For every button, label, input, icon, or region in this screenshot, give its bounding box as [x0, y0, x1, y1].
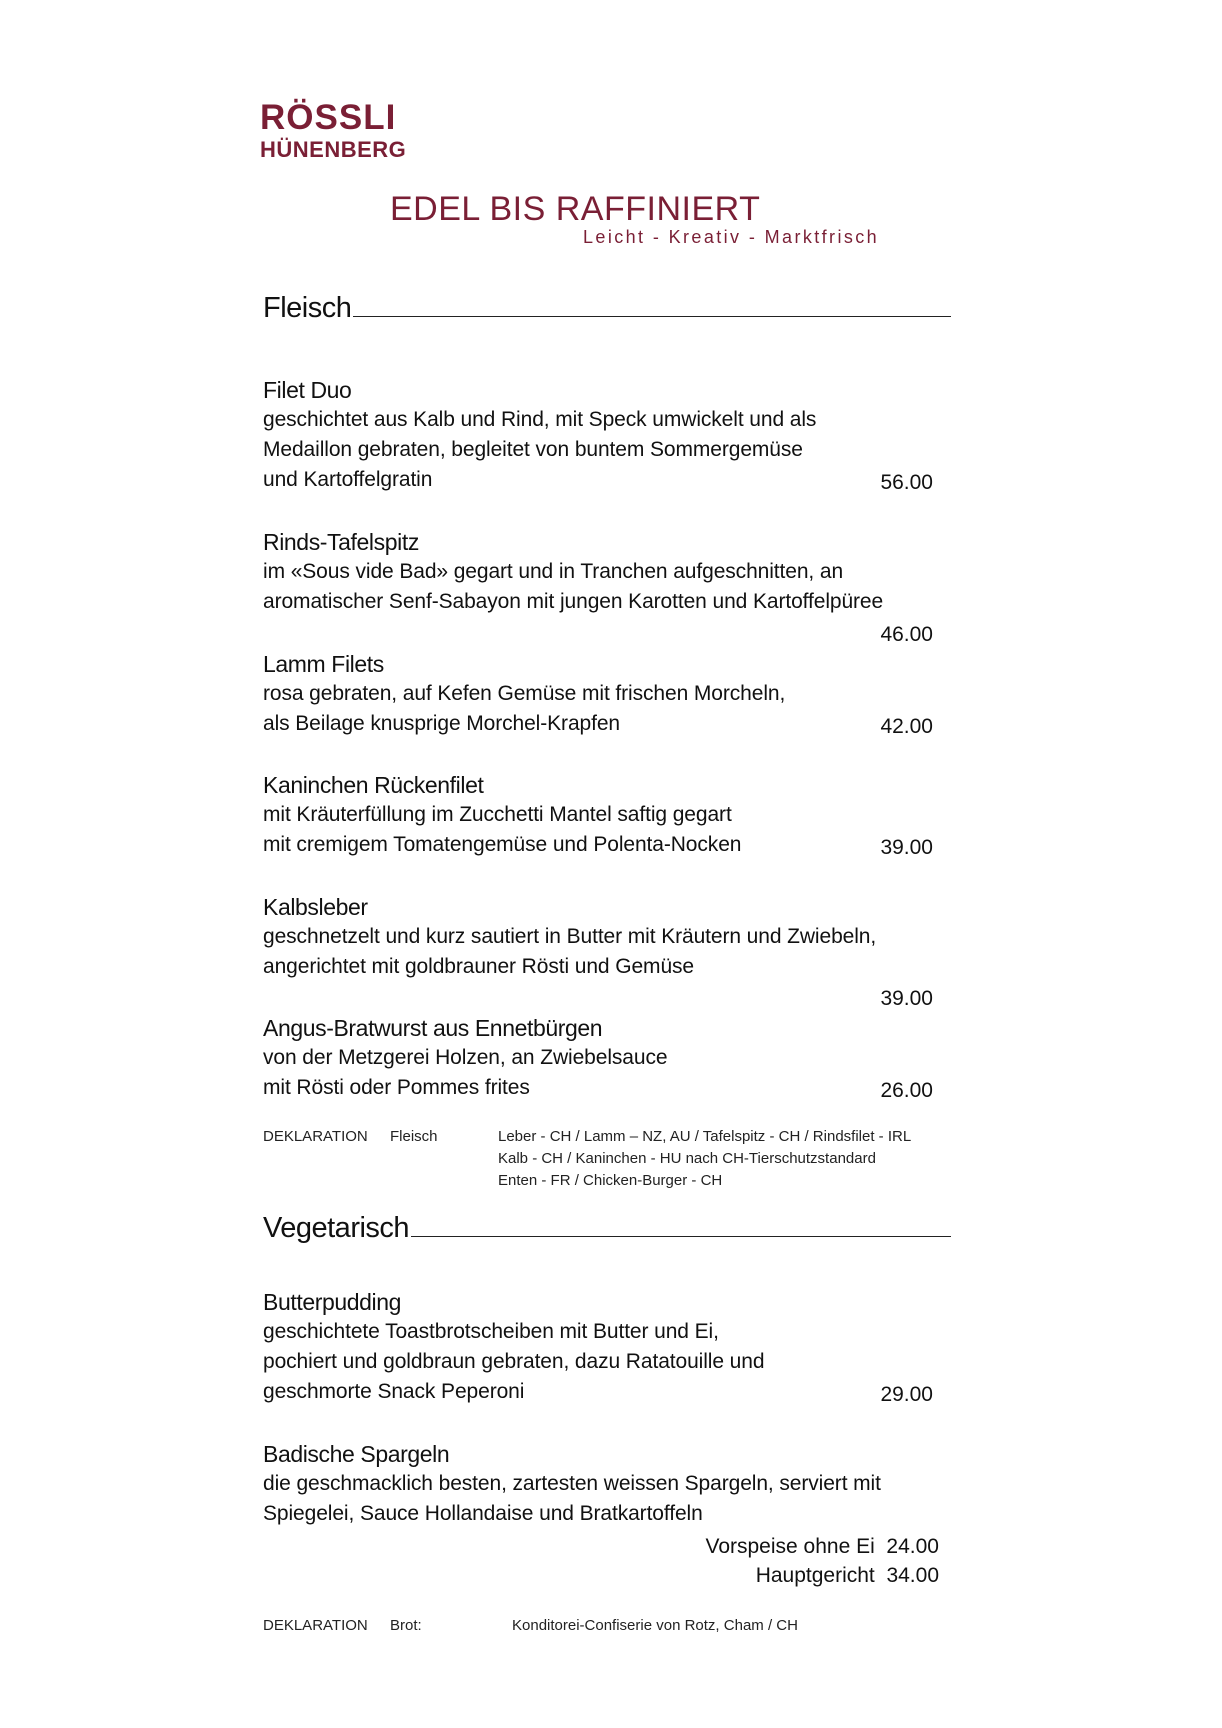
dish-description-line: rosa gebraten, auf Kefen Gemüse mit frischen Morcheln,: [263, 682, 786, 705]
dish-description-line: geschichtete Toastbrotscheiben mit Butter und Ei,: [263, 1320, 719, 1343]
declaration-line: Kalb - CH / Kaninchen - HU nach CH-Tierschutzstandard: [498, 1150, 876, 1167]
declaration-category: Fleisch: [390, 1128, 438, 1145]
menu-tagline: Leicht - Kreativ - Marktfrisch: [583, 227, 880, 247]
section-title: Fleisch: [263, 292, 352, 324]
dish-price: 26.00: [880, 1079, 933, 1102]
dish-description-line: von der Metzgerei Holzen, an Zwiebelsauce: [263, 1046, 668, 1069]
dish-price-starter: Vorspeise ohne Ei 24.00: [705, 1535, 939, 1558]
dish-description-line: mit Kräuterfüllung im Zucchetti Mantel saftig gegart: [263, 803, 732, 826]
dish-price-main: Hauptgericht 34.00: [755, 1564, 939, 1587]
dish-description: [263, 1043, 667, 1103]
dish-description-line: pochiert und goldbraun gebraten, dazu Ratatouille und: [263, 1350, 765, 1373]
dish-name: Kaninchen Rückenfilet: [263, 772, 484, 798]
section-rule: [353, 316, 951, 317]
dish-description-line: geschmorte Snack Peperoni: [263, 1380, 525, 1403]
dish-description: [263, 557, 883, 617]
brand-line-1: RÖSSLI: [260, 98, 397, 137]
dish-description-line: Spiegelei, Sauce Hollandaise und Bratkartoffeln: [263, 1502, 703, 1525]
dish-price: 29.00: [880, 1383, 933, 1406]
section-heading-fleisch: [263, 294, 951, 323]
declaration-label: DEKLARATION: [263, 1128, 368, 1145]
dish-description: [263, 1469, 881, 1529]
dish-description-line: und Kartoffelgratin: [263, 468, 433, 491]
dish-description-line: im «Sous vide Bad» gegart und in Tranchen aufgeschnitten, an: [263, 560, 844, 583]
dish-description: [263, 1317, 764, 1407]
dish-description: [263, 800, 741, 860]
declaration-category: Brot:: [390, 1617, 422, 1634]
dish-description-line: als Beilage knusprige Morchel-Krapfen: [263, 712, 620, 735]
dish-price: 56.00: [880, 471, 933, 494]
dish-description-line: geschichtet aus Kalb und Rind, mit Speck umwickelt und als: [263, 408, 817, 431]
section-rule: [411, 1236, 951, 1237]
menu-headline: EDEL BIS RAFFINIERT: [390, 190, 761, 228]
declaration-line: Konditorei-Confiserie von Rotz, Cham / CH: [512, 1617, 798, 1634]
dish-name: Lamm Filets: [263, 651, 384, 677]
dish-description: [263, 922, 876, 982]
dish-price: 39.00: [880, 836, 933, 859]
dish-price: 42.00: [880, 715, 933, 738]
dish-description: [263, 679, 785, 739]
dish-description-line: mit cremigem Tomatengemüse und Polenta-Nocken: [263, 833, 742, 856]
dish-description: [263, 405, 816, 495]
dish-name: Filet Duo: [263, 377, 352, 403]
dish-name: Butterpudding: [263, 1289, 402, 1315]
declaration-line: Enten - FR / Chicken-Burger - CH: [498, 1172, 723, 1189]
declaration-label: DEKLARATION: [263, 1617, 368, 1634]
declaration-text: [498, 1126, 911, 1192]
dish-price: 46.00: [880, 623, 933, 646]
dish-description-line: angerichtet mit goldbrauner Rösti und Gemüse: [263, 955, 695, 978]
dish-price: 39.00: [880, 987, 933, 1010]
declaration-text: [512, 1615, 798, 1637]
brand-logo: [260, 100, 406, 161]
section-heading-vegetarisch: [263, 1214, 951, 1243]
dish-description-line: die geschmacklich besten, zartesten weissen Spargeln, serviert mit: [263, 1472, 881, 1495]
dish-name: Rinds-Tafelspitz: [263, 529, 419, 555]
dish-name: Kalbsleber: [263, 894, 368, 920]
dish-description-line: geschnetzelt und kurz sautiert in Butter mit Kräutern und Zwiebeln,: [263, 925, 877, 948]
dish-name: Angus-Bratwurst aus Ennetbürgen: [263, 1015, 603, 1041]
brand-line-2: HÜNENBERG: [260, 137, 407, 162]
dish-description-line: aromatischer Senf-Sabayon mit jungen Karotten und Kartoffelpüree: [263, 590, 884, 613]
dish-name: Badische Spargeln: [263, 1441, 450, 1467]
dish-description-line: mit Rösti oder Pommes frites: [263, 1076, 530, 1099]
dish-description-line: Medaillon gebraten, begleitet von buntem Sommergemüse: [263, 438, 803, 461]
declaration-line: Leber - CH / Lamm – NZ, AU / Tafelspitz - CH / Rindsfilet - IRL: [498, 1128, 912, 1145]
section-title: Vegetarisch: [263, 1212, 410, 1244]
